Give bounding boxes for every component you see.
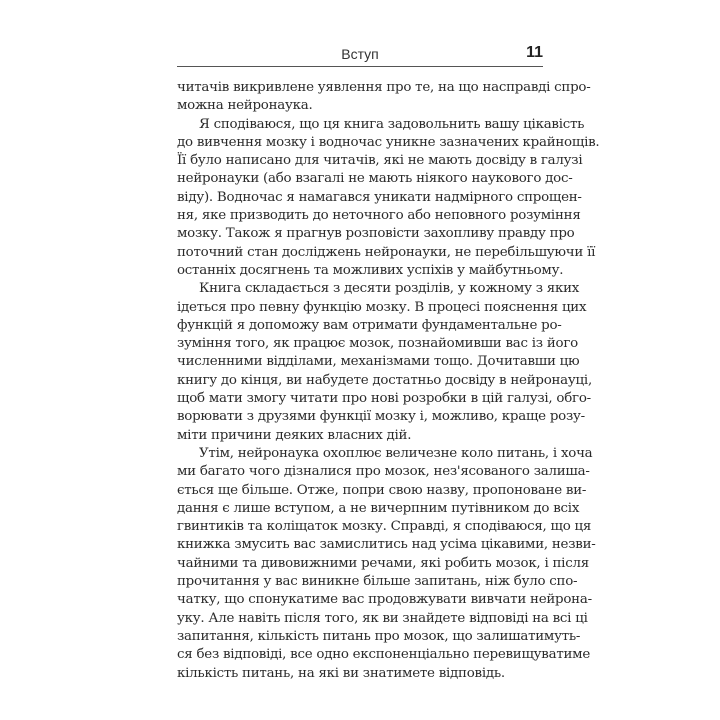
text-line: ідеться про певну функцію мозку. В процесі пояснення цих xyxy=(177,299,587,315)
text-line: читачів викривлене уявлення про те, на що насправді спро- xyxy=(177,80,591,95)
text-line: можна нейронаука. xyxy=(177,98,313,114)
text-line: книжка змусить вас замислитись над усіма цікавими, незви- xyxy=(177,537,596,553)
text-line: віду). Водночас я намагався уникати надмірного спрощен- xyxy=(177,189,582,205)
text-line: дання є лише вступом, а не вичерпним путівником до всіх xyxy=(177,500,580,516)
text-line: поточний стан досліджень нейронауки, не перебільшуючи її xyxy=(177,244,596,260)
text-line: щоб мати змогу читати про нові розробки в цій галузі, обго- xyxy=(177,391,591,407)
text-line: ня, яке призводить до неточного або неповного розуміння xyxy=(177,208,581,224)
page-body xyxy=(177,79,600,683)
text-line: кількість питань, на які ви знатимете відповідь. xyxy=(177,665,505,681)
text-line: останніх досягнень та можливих успіхів у майбутньому. xyxy=(177,262,564,278)
text-line: чатку, що спонукатиме вас продовжувати вивчати нейрона- xyxy=(177,592,592,608)
paragraph xyxy=(177,116,600,281)
text-line: Я сподіваюся, що ця книга задовольнить вашу цікавість xyxy=(199,116,585,132)
text-line: мозку. Також я прагнув розповісти захопливу правду про xyxy=(177,226,575,242)
text-line: до вивчення мозку і водночас уникне зазначених крайнощів. xyxy=(177,134,600,150)
text-line: книгу до кінця, ви набудете достатньо досвіду в нейронауці, xyxy=(177,372,592,388)
text-line: ворювати з друзями функції мозку і, можливо, краще розу- xyxy=(177,409,585,425)
text-line: міти причини деяких власних дій. xyxy=(177,427,412,443)
running-title: Вступ xyxy=(341,46,379,62)
text-line: функцій я допоможу вам отримати фундаментальне ро- xyxy=(177,317,562,333)
text-line: Книга складається з десяти розділів, у кожному з яких xyxy=(199,281,580,297)
paragraph xyxy=(177,79,591,116)
text-line: гвинтиків та коліщаток мозку. Справді, я сподіваюся, що ця xyxy=(177,519,592,535)
paragraph xyxy=(177,445,596,683)
text-line: нейронауки (або взагалі не мають ніякого наукового дос- xyxy=(177,171,573,187)
running-header xyxy=(177,44,543,67)
page-number: 11 xyxy=(526,44,543,61)
text-line: зуміння того, як працює мозок, познайомивши вас із його xyxy=(177,336,578,352)
text-line: прочитання у вас виникне більше запитань, ніж було спо- xyxy=(177,574,578,590)
text-line: уку. Але навіть після того, як ви знайдете відповіді на всі ці xyxy=(177,610,588,626)
text-line: чайними та дивовижними речами, які робить мозок, і після xyxy=(177,555,589,571)
text-line: запитання, кількість питань про мозок, що залишатимуть- xyxy=(177,628,581,644)
text-line: ми багато чого дізналися про мозок, нез'ясованого залиша- xyxy=(177,464,590,480)
paragraph xyxy=(177,280,592,445)
text-line: Її було написано для читачів, які не мають досвіду в галузі xyxy=(177,153,583,169)
text-line: ється ще більше. Отже, попри свою назву, пропоноване ви- xyxy=(177,482,587,498)
text-line: численними відділами, механізмами тощо. Дочитавши цю xyxy=(177,354,580,370)
text-line: Утім, нейронаука охоплює величезне коло питань, і хоча xyxy=(199,445,593,461)
text-line: ся без відповіді, все одно експоненціально перевищуватиме xyxy=(177,647,590,663)
